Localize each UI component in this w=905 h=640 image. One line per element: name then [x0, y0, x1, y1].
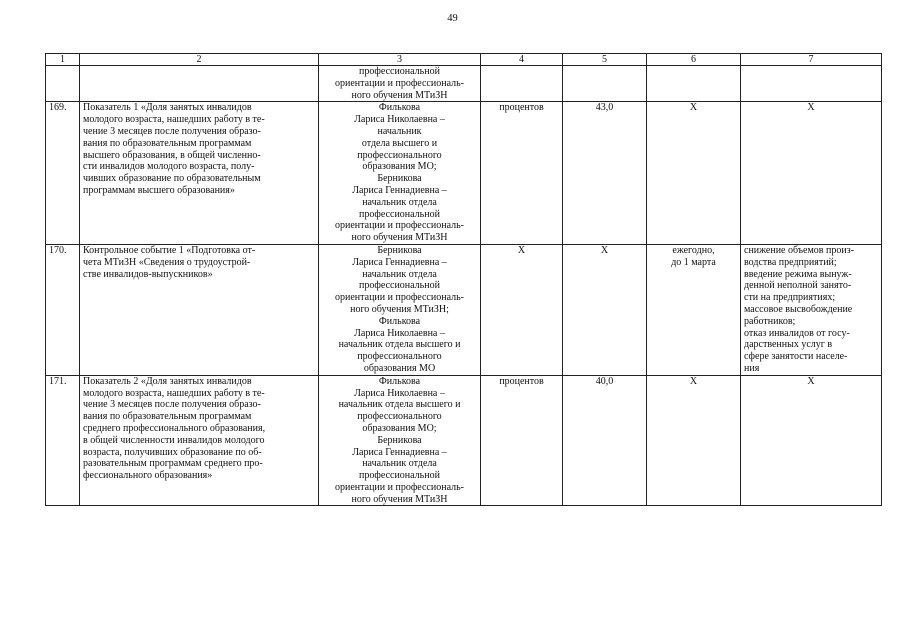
text-line: молодого возраста, нашедших работу в те- [83, 114, 265, 126]
text-line: введение режима вынуж- [744, 268, 852, 280]
column-header: 3 [319, 54, 481, 66]
text-line: в общей численности инвалидов молодого [83, 434, 265, 446]
text-line: разовательным программам среднего про- [83, 458, 263, 470]
text-line: начальник [377, 125, 422, 137]
text-line: начальник отдела высшего и [338, 399, 461, 411]
cell-deadline [647, 66, 741, 102]
text-line: профессиональной [359, 66, 440, 77]
text-line: возраста, получивших образование по об- [83, 446, 262, 458]
text-line: Лариса Геннадиевна – [352, 446, 447, 458]
text-line: образования МО; [362, 161, 437, 173]
text-line: ния [744, 362, 760, 374]
text-line: Лариса Геннадиевна – [352, 184, 447, 196]
text-line: чение 3 месяцев после получения образо- [83, 399, 261, 411]
text-line: профессиональной [359, 208, 440, 220]
cell-responsible [319, 102, 481, 245]
text-line: фессионального образования» [83, 470, 213, 482]
text-line: начальник отдела [362, 458, 437, 470]
text-line: Х [807, 375, 815, 387]
text-line: образования МО [363, 362, 436, 374]
text-line: сфере занятости населе- [744, 351, 848, 363]
text-line: Берникова [377, 173, 422, 185]
text-line: чивших образование по образовательным [83, 173, 261, 185]
text-line: дарственных услуг в [744, 339, 833, 351]
text-line: профессиональной [359, 470, 440, 482]
column-header: 7 [741, 54, 882, 66]
text-line: Филькова [378, 102, 421, 114]
text-line: начальник отдела [362, 268, 437, 280]
cell-responsible [319, 244, 481, 375]
text-line: ного обучения МТиЗН [351, 493, 448, 505]
text-line: Контрольное событие 1 «Подготовка от- [83, 244, 256, 256]
text-line: ного обучения МТиЗН [351, 232, 448, 244]
text-line: работников; [744, 315, 796, 327]
cell-value: 40,0 [563, 375, 647, 506]
column-header: 4 [481, 54, 563, 66]
text-line: Лариса Николаевна – [354, 114, 445, 126]
text-line: ориентации и профессиональ- [335, 481, 464, 493]
text-line: денной неполной занято- [744, 280, 852, 292]
text-line: ориентации и профессиональ- [335, 77, 464, 89]
cell-num: 169. [46, 102, 80, 245]
text-line: среднего профессионального образования, [83, 422, 266, 434]
cell-value [563, 66, 647, 102]
cell-unit [481, 66, 563, 102]
text-line: отдела высшего и [361, 137, 438, 149]
column-header: 6 [647, 54, 741, 66]
text-line: сти на предприятиях; [744, 292, 836, 304]
text-line: снижение объемов произ- [744, 244, 854, 256]
text-line: Х [689, 102, 698, 114]
text-line: профессионального [357, 149, 442, 161]
text-line: образования МО; [362, 422, 437, 434]
cell-risks [741, 375, 882, 506]
text-line: стве инвалидов-выпускников» [83, 268, 213, 280]
text-line: Лариса Геннадиевна – [352, 256, 447, 268]
text-line: массовое высвобождение [744, 303, 853, 315]
cell-risks [741, 244, 882, 375]
continuation-row [46, 66, 882, 102]
table-row [46, 102, 882, 245]
cell-deadline [647, 375, 741, 506]
text-line: отказ инвалидов от госу- [744, 327, 850, 339]
cell-num [46, 66, 80, 102]
text-line: Берникова [377, 244, 422, 256]
text-line: вания по образовательным программам [83, 411, 252, 423]
text-line: профессиональной [359, 280, 440, 292]
text-line: Х [689, 375, 698, 387]
text-line: Лариса Николаевна – [354, 387, 445, 399]
text-line: ориентации и профессиональ- [335, 292, 464, 304]
text-line: начальник отдела высшего и [338, 339, 461, 351]
text-line: Филькова [378, 315, 421, 327]
cell-desc [80, 375, 319, 506]
text-line: Берникова [377, 434, 422, 446]
text-line: молодого возраста, нашедших работу в те- [83, 387, 265, 399]
cell-unit: Х [481, 244, 563, 375]
text-line: ного обучения МТиЗН; [350, 303, 449, 315]
text-line: Х [807, 102, 815, 114]
cell-desc [80, 244, 319, 375]
cell-responsible [319, 375, 481, 506]
text-line: начальник отдела [362, 196, 437, 208]
measures-table [45, 53, 882, 506]
cell-desc [80, 102, 319, 245]
text-line: профессионального [357, 411, 442, 423]
cell-deadline [647, 244, 741, 375]
cell-value: 43,0 [563, 102, 647, 245]
text-line: вания по образовательным программам [83, 137, 252, 149]
text-line: ного обучения МТиЗН [351, 89, 448, 101]
cell-responsible [319, 66, 481, 102]
text-line: водства предприятий; [744, 256, 837, 268]
text-line: Лариса Николаевна – [354, 327, 445, 339]
cell-desc [80, 66, 319, 102]
cell-risks [741, 102, 882, 245]
column-number-row [46, 54, 882, 66]
text-line: Показатель 1 «Доля занятых инвалидов [83, 102, 252, 114]
text-line: высшего образования, в общей численно- [83, 149, 261, 161]
text-line: сти инвалидов молодого возраста, полу- [83, 161, 255, 173]
text-line: профессионального [357, 351, 442, 363]
text-line: чета МТиЗН «Сведения о трудоустрой- [83, 256, 251, 268]
text-line: Показатель 2 «Доля занятых инвалидов [83, 375, 252, 387]
table-row [46, 375, 882, 506]
text-line: Филькова [378, 375, 421, 387]
text-line: ориентации и профессиональ- [335, 220, 464, 232]
column-header: 1 [46, 54, 80, 66]
text-line: чение 3 месяцев после получения образо- [83, 125, 261, 137]
cell-unit: процентов [481, 375, 563, 506]
column-header: 2 [80, 54, 319, 66]
text-line: программам высшего образования» [83, 184, 235, 196]
cell-deadline [647, 102, 741, 245]
page-number: 49 [447, 13, 458, 24]
cell-unit: процентов [481, 102, 563, 245]
cell-num: 171. [46, 375, 80, 506]
cell-num: 170. [46, 244, 80, 375]
text-line: ежегодно, [672, 244, 715, 256]
table-row [46, 244, 882, 375]
text-line: до 1 марта [671, 256, 716, 268]
cell-value: Х [563, 244, 647, 375]
cell-risks [741, 66, 882, 102]
column-header: 5 [563, 54, 647, 66]
